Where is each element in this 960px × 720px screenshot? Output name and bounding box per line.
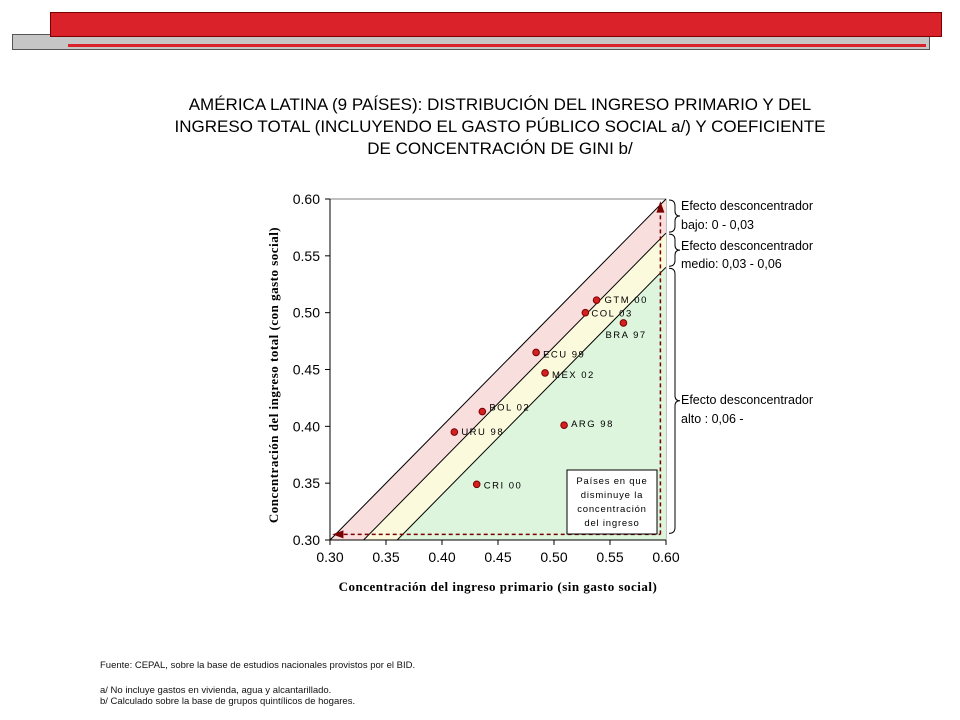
point-label-cri-00: CRI 00	[483, 480, 523, 492]
point-bra-97	[620, 320, 627, 327]
x-tick-label: 0.60	[652, 549, 680, 565]
x-tick-label: 0.55	[596, 549, 624, 565]
point-cri-00	[473, 481, 480, 488]
point-label-col-03: COL 03	[591, 308, 633, 320]
band-brace-medio	[669, 234, 680, 266]
band-annotation-bajo-line-2: bajo: 0 - 0,03	[681, 218, 754, 232]
band-brace-alto	[669, 268, 680, 533]
footnotes	[100, 660, 415, 707]
y-tick-label: 0.40	[292, 418, 320, 435]
title-line-1: AMÉRICA LATINA (9 PAÍSES): DISTRIBUCIÓN DEL INGRESO PRIMARIO Y DEL	[188, 95, 812, 114]
point-col-03	[582, 309, 589, 316]
point-label-uru-98: URU 98	[461, 427, 505, 439]
point-ecu-99	[533, 349, 540, 356]
y-tick-label: 0.35	[292, 475, 320, 492]
point-label-bol-02: BOL 02	[489, 402, 531, 414]
point-mex-02	[542, 370, 549, 377]
y-tick-label: 0.50	[292, 304, 320, 321]
point-label-arg-98: ARG 98	[571, 419, 614, 431]
band-annotation-alto-line-1: Efecto desconcentrador	[681, 393, 814, 407]
footnote-b: b/ Calculado sobre la base de grupos quintílicos de hogares.	[100, 696, 356, 707]
x-tick-label: 0.40	[428, 549, 456, 565]
point-gtm-00	[593, 297, 600, 304]
point-label-ecu-99: ECU 99	[543, 349, 586, 361]
y-tick-label: 0.45	[292, 361, 320, 378]
footnote-a: a/ No incluye gastos en vivienda, agua y alcantarillado.	[100, 685, 332, 696]
footnote-source: Fuente: CEPAL, sobre la base de estudios nacionales provistos por el BID.	[100, 660, 416, 671]
x-tick-label: 0.45	[484, 549, 512, 565]
countries-box-line-2: disminuye la	[580, 490, 644, 501]
band-annotation-alto-line-2: alto : 0,06 -	[681, 412, 744, 426]
point-arg-98	[561, 422, 568, 429]
x-axis-label: Concentración del ingreso primario (sin gasto social)	[338, 579, 658, 594]
point-label-mex-02: MEX 02	[552, 369, 595, 381]
point-label-gtm-00: GTM 00	[604, 295, 648, 307]
title-line-2: INGRESO TOTAL (INCLUYENDO EL GASTO PÚBLICO SOCIAL a/) Y COEFICIENTE	[174, 117, 826, 136]
point-label-bra-97: BRA 97	[605, 329, 647, 341]
band-brace-bajo	[669, 200, 680, 232]
y-tick-label: 0.60	[292, 191, 320, 207]
point-uru-98	[451, 429, 458, 436]
band-annotation-bajo-line-1: Efecto desconcentrador	[681, 199, 814, 213]
y-tick-label: 0.30	[292, 532, 320, 548]
x-tick-label: 0.30	[316, 549, 344, 565]
title-line-3: DE CONCENTRACIÓN DE GINI b/	[367, 139, 633, 158]
x-tick-label: 0.50	[540, 549, 568, 565]
band-annotation-medio-line-2: medio: 0,03 - 0,06	[681, 257, 782, 271]
countries-box-line-3: concentración	[577, 504, 647, 515]
x-tick-label: 0.35	[372, 549, 400, 565]
countries-box-line-1: Países en que	[576, 476, 648, 487]
point-bol-02	[479, 408, 486, 415]
band-annotation-medio-line-1: Efecto desconcentrador	[681, 239, 814, 253]
y-tick-label: 0.55	[292, 247, 320, 264]
y-axis-label: Concentración del ingreso total (con gasto social)	[266, 226, 281, 524]
countries-box-line-4: del ingreso	[584, 518, 640, 529]
